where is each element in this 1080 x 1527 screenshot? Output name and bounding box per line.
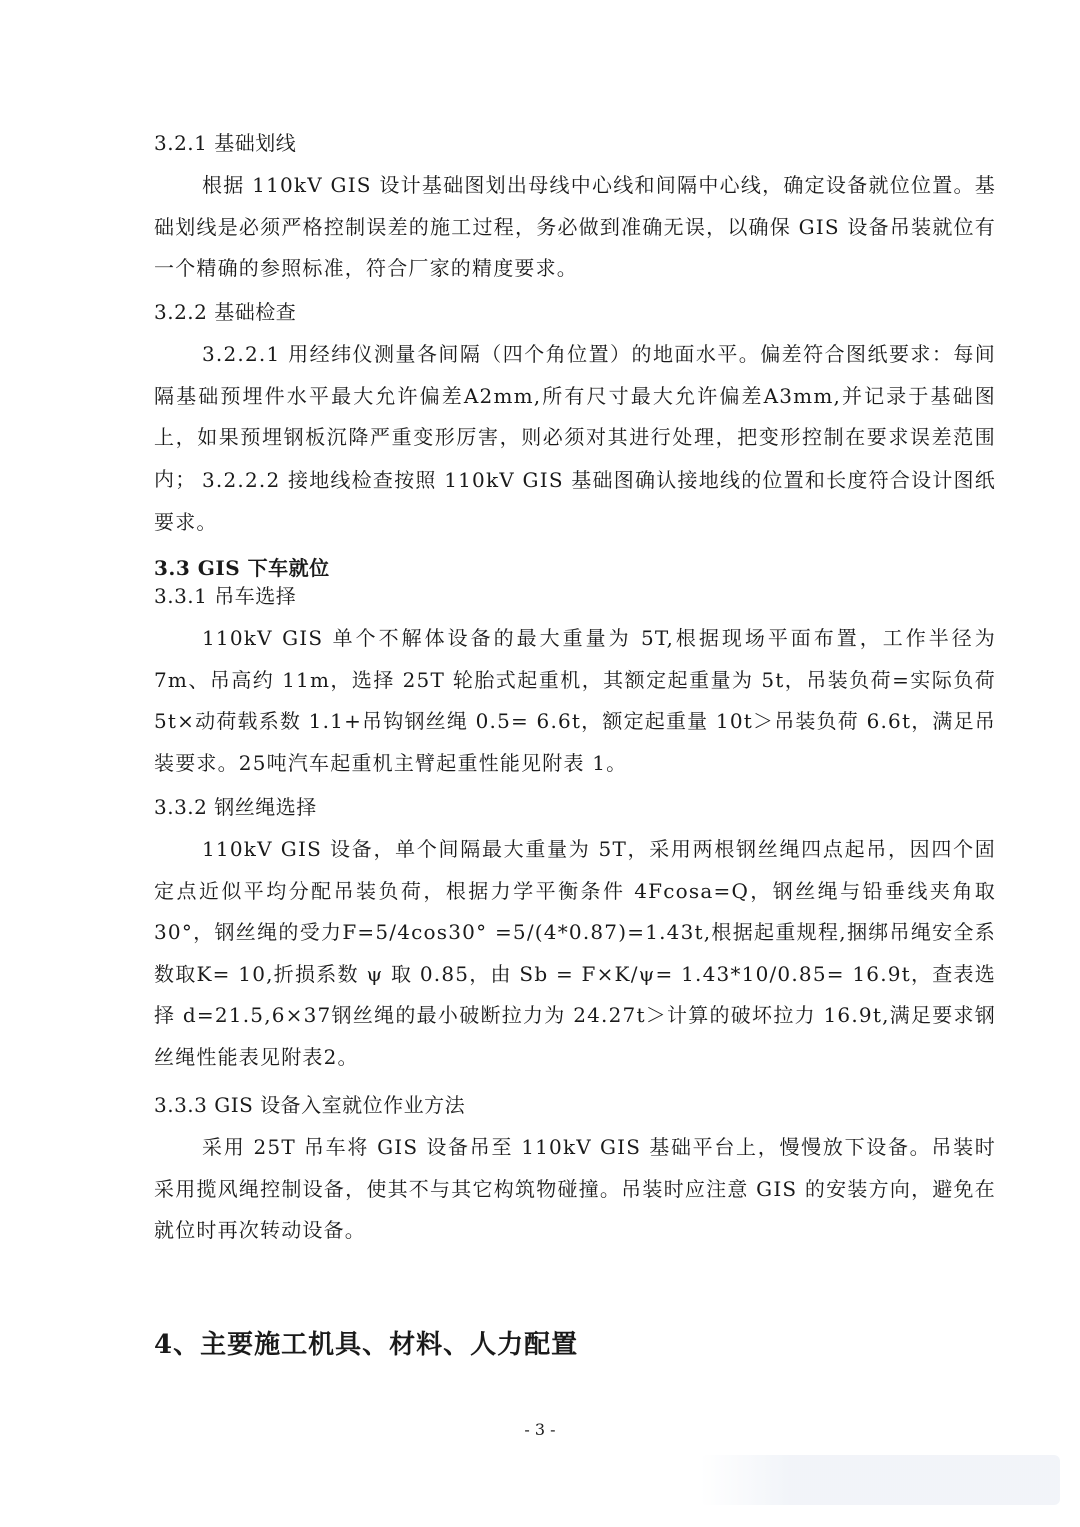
- heading-3-2-2: 3.2.2 基础检查: [154, 300, 297, 324]
- paragraph-3-2-1: 根据 110kV GIS 设计基础图划出母线中心线和间隔中心线，确定设备就位位置。基础划线是必须严格控制误差的施工过程，务必做到准确无误，以确保 GIS 设备吊装就位有一个精确的参照标准，符合厂家的精度要求。: [154, 173, 996, 280]
- heading-3-3-3: 3.3.3 GIS 设备入室就位作业方法: [154, 1093, 466, 1117]
- heading-section-4: 4、主要施工机具、材料、人力配置: [154, 1330, 579, 1360]
- paragraph-3-2-2-1: 3.2.2.1 用经纬仪测量各间隔（四个角位置）的地面水平。偏差符合图纸要求：每间隔基础预埋件水平最大允许偏差A2mm,所有尺寸最大允许偏差A3mm,并记录于基础图上，如果预埋钢板沉降严重变形厉害，则必须对其进行处理，把变形控制在要求误差范围内；: [154, 342, 996, 491]
- heading-3-2-1: 3.2.1 基础划线: [154, 131, 297, 155]
- paragraph-3-3-1: 110kV GIS 单个不解体设备的最大重量为 5T,根据现场平面布置，工作半径为 7m、吊高约 11m，选择 25T 轮胎式起重机，其额定起重量为 5t，吊装负荷=实际负荷 5t×动荷载系数 1.1+吊钩钢丝绳 0.5= 6.6t，额定起重量 10t＞吊装负荷 6.6t，满足吊装要求。25吨汽车起重机主臂起重性能见附表 1。: [154, 626, 997, 775]
- paragraph-3-3-3: 采用 25T 吊车将 GIS 设备吊至 110kV GIS 基础平台上，慢慢放下设备。吊装时采用揽风绳控制设备，使其不与其它构筑物碰撞。吊装时应注意 GIS 的安装方向，避免在就位时再次转动设备。: [154, 1135, 996, 1242]
- paragraph-3-3-2: 110kV GIS 设备，单个间隔最大重量为 5T，采用两根钢丝绳四点起吊，因四个固定点近似平均分配吊装负荷，根据力学平衡条件 4Fcosa=Q，钢丝绳与铅垂线夹角取 30°，钢丝绳的受力F=5/4cos30° =5/(4*0.87)=1.43t,根据起重规程,捆绑吊绳安全系数取K= 10,折损系数 ψ 取 0.85，由 Sb = F×K/ψ= 1.43*10/0.85= 16.9t，查表选择 d=21.5,6×37钢丝绳的最小破断拉力为 24.27t＞计算的破坏拉力 16.9t,满足要求钢丝绳性能表见附表2。: [154, 837, 996, 1069]
- heading-3-3-2: 3.3.2 钢丝绳选择: [154, 795, 317, 819]
- heading-3-3: 3.3 GIS 下车就位: [154, 556, 330, 580]
- watermark-overlay: [700, 1455, 1060, 1505]
- page-number: - 3 -: [524, 1420, 556, 1439]
- paragraph-3-2-2-2: 3.2.2.2 接地线检查按照 110kV GIS 基础图确认接地线的位置和长度符合设计图纸要求。: [154, 468, 996, 534]
- heading-3-3-1: 3.3.1 吊车选择: [154, 584, 297, 608]
